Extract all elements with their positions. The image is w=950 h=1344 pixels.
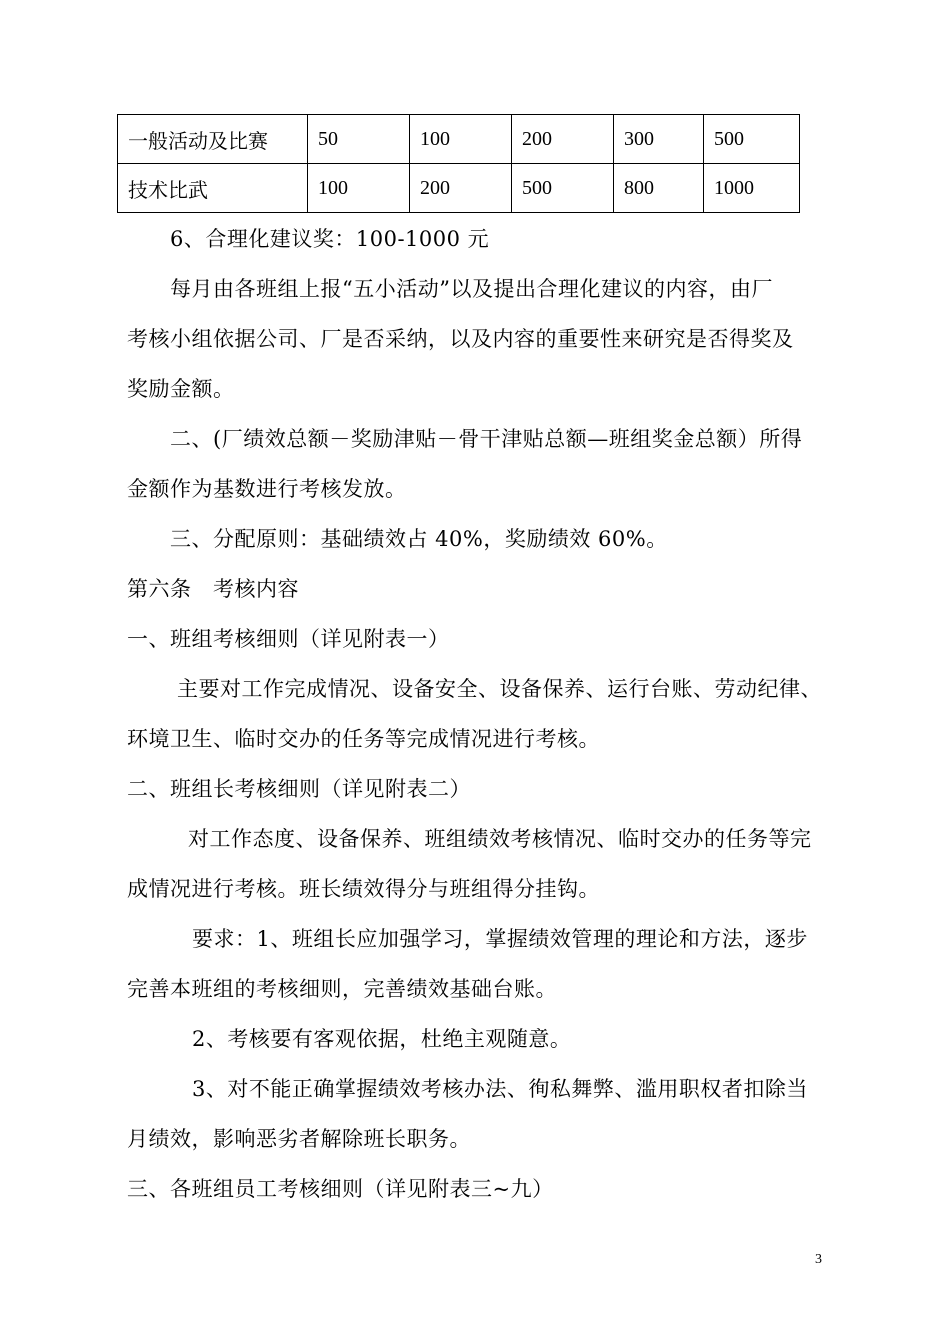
- paragraph-line: 每月由各班组上报“五小活动”以及提出合理化建议的内容，由厂: [170, 277, 773, 301]
- paragraph-line: 考核小组依据公司、厂是否采纳，以及内容的重要性来研究是否得奖及: [127, 327, 794, 351]
- paragraph-line: 对工作态度、设备保养、班组绩效考核情况、临时交办的任务等完: [188, 827, 812, 851]
- paragraph-line: 金额作为基数进行考核发放。: [127, 477, 407, 501]
- subsection-heading: 三、各班组员工考核细则（详见附表三~九）: [127, 1177, 554, 1201]
- paragraph-line: 二、(厂绩效总额－奖励津贴－骨干津贴总额—班组奖金总额）所得: [170, 427, 803, 451]
- paragraph-line: 要求：1、班组长应加强学习，掌握绩效管理的理论和方法，逐步: [192, 927, 808, 951]
- table-row: [118, 115, 800, 164]
- table-cell: 500: [704, 115, 800, 164]
- paragraph-line: 三、分配原则：基础绩效占 40%，奖励绩效 60%。: [170, 527, 668, 551]
- paragraph-line: 3、对不能正确掌握绩效考核办法、徇私舞弊、滥用职权者扣除当: [192, 1077, 808, 1101]
- table-cell: 300: [614, 115, 704, 164]
- table-cell: 200: [512, 115, 614, 164]
- table-cell: 500: [512, 164, 614, 213]
- table-cell: 200: [410, 164, 512, 213]
- subsection-heading: 一、班组考核细则（详见附表一）: [127, 627, 450, 651]
- table-row: [118, 164, 800, 213]
- paragraph-line: 奖励金额。: [127, 377, 235, 401]
- table-cell: 50: [308, 115, 410, 164]
- table-cell: 100: [410, 115, 512, 164]
- table-cell: 一般活动及比赛: [118, 115, 308, 164]
- paragraph-line: 成情况进行考核。班长绩效得分与班组得分挂钩。: [127, 877, 600, 901]
- page-number: 3: [815, 1252, 822, 1267]
- paragraph-line: 6、合理化建议奖：100-1000 元: [170, 227, 490, 251]
- table-cell: 800: [614, 164, 704, 213]
- table-cell: 100: [308, 164, 410, 213]
- award-table: [117, 114, 800, 213]
- paragraph-line: 环境卫生、临时交办的任务等完成情况进行考核。: [127, 727, 600, 751]
- paragraph-line: 2、考核要有客观依据，杜绝主观随意。: [192, 1027, 572, 1051]
- table-cell: 技术比武: [118, 164, 308, 213]
- subsection-heading: 二、班组长考核细则（详见附表二）: [127, 777, 471, 801]
- section-heading: 第六条 考核内容: [127, 577, 299, 601]
- paragraph-line: 月绩效，影响恶劣者解除班长职务。: [127, 1127, 471, 1151]
- table-cell: 1000: [704, 164, 800, 213]
- paragraph-line: 主要对工作完成情况、设备安全、设备保养、运行台账、劳动纪律、: [177, 677, 822, 701]
- paragraph-line: 完善本班组的考核细则，完善绩效基础台账。: [127, 977, 557, 1001]
